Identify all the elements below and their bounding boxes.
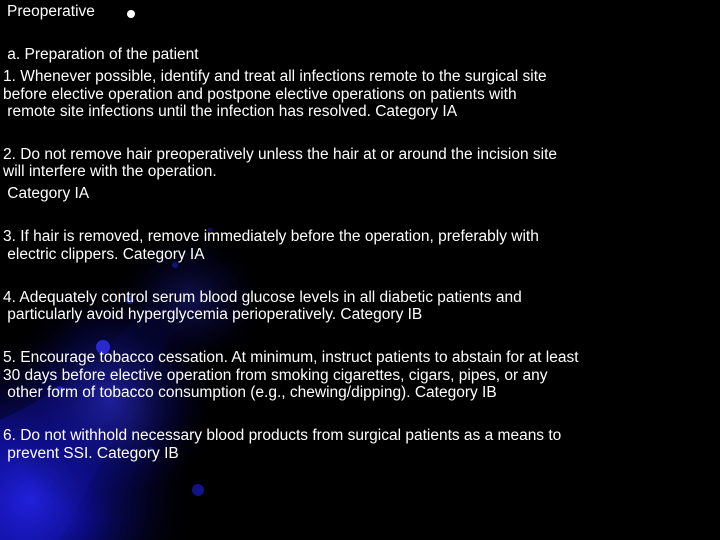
item-line: before elective operation and postpone elective operations on patients with xyxy=(3,86,517,103)
item-line: prevent SSI. Category IB xyxy=(3,445,179,462)
slide-title: Preoperative xyxy=(7,3,95,20)
item-line: Category IA xyxy=(3,185,90,202)
item-line: remote site infections until the infection has resolved. Category IA xyxy=(3,103,458,120)
item-line: 3. If hair is removed, remove immediately before the operation, preferably with xyxy=(3,228,539,245)
item-line: particularly avoid hyperglycemia perioperatively. Category IB xyxy=(3,306,423,323)
subheading: a. Preparation of the patient xyxy=(3,46,199,63)
item-line: 4. Adequately control serum blood glucose levels in all diabetic patients and xyxy=(3,289,522,306)
item-line: other form of tobacco consumption (e.g., chewing/dipping). Category IB xyxy=(3,384,497,401)
item-line: 30 days before elective operation from smoking cigarettes, cigars, pipes, or any xyxy=(3,367,548,384)
item-line: 2. Do not remove hair preoperatively unless the hair at or around the incision site xyxy=(3,146,557,163)
item-line: 1. Whenever possible, identify and treat all infections remote to the surgical site xyxy=(3,68,547,85)
item-line: electric clippers. Category IA xyxy=(3,246,205,263)
item-line: will interfere with the operation. xyxy=(3,163,217,180)
item-line: 6. Do not withhold necessary blood products from surgical patients as a means to xyxy=(3,427,562,444)
bullet-dot-icon xyxy=(127,10,135,18)
item-line: 5. Encourage tobacco cessation. At minimum, instruct patients to abstain for at least xyxy=(3,349,579,366)
